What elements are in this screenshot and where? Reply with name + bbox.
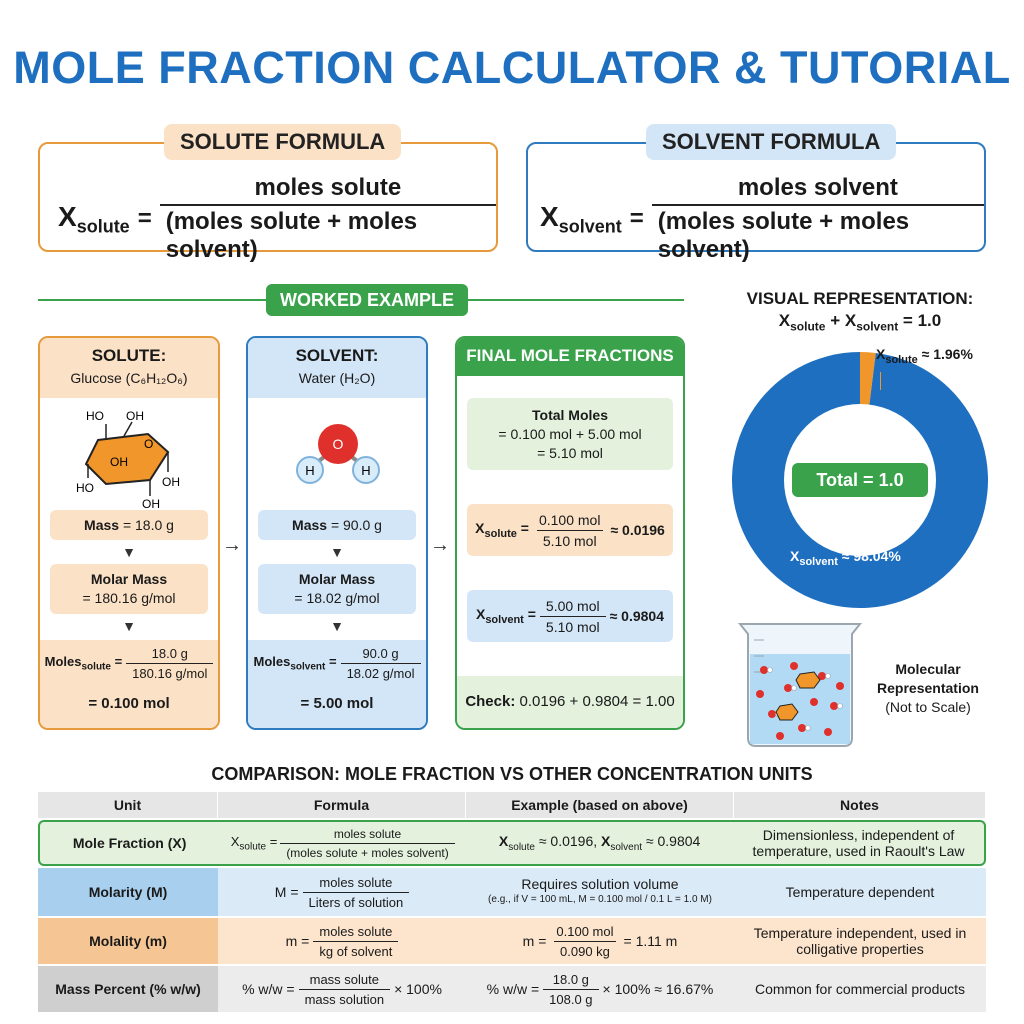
beaker-icon	[730, 610, 870, 750]
comparison-table	[38, 792, 986, 1012]
solvent-formula-label: SOLVENT FORMULA	[646, 124, 896, 160]
solvent-fraction: $\frac{\text{moles solvent}}{\text{(moles solute + moles solvent)}}$	[652, 174, 984, 264]
arrow-down-icon: ▼	[330, 544, 344, 560]
water-atom-label: H	[361, 463, 371, 478]
table-row-mole-fraction	[38, 820, 986, 866]
solute-symbol: $X_{solute}$	[58, 200, 130, 237]
glucose-atom-label: HO	[86, 409, 104, 423]
arrow-right-icon: →	[222, 534, 242, 556]
solvent-formula: $X_{solvent}$ = $\frac{\text{moles solvent}}{\text{(moles solute + moles solvent)}}$	[540, 174, 984, 264]
table-cell-notes: Temperature dependent	[785, 884, 935, 900]
solute-leader-line	[880, 372, 881, 390]
table-cell-formula: $X_{solute}$ = $\frac{\text{moles solute}}{\text{(moles solute + moles solvent)}}$	[219, 822, 466, 864]
donut-solvent-label: $X_{solvent} \approx 98.04\%$	[790, 548, 901, 568]
solvent-symbol: $X_{solvent}$	[540, 200, 622, 237]
table-cell-notes: Common for commercial products	[754, 981, 966, 997]
glucose-atom-label: O	[144, 437, 154, 451]
table-header-cell: Unit	[38, 792, 218, 818]
solvent-moles: Moles$_{solvent}$ = $\frac{90.0 g}{\text{18.02 g/mol}}$ = 5.00 mol	[248, 640, 426, 728]
table-row-molarity	[38, 868, 986, 916]
glucose-atom-label: OH	[126, 409, 144, 423]
glucose-atom-label: OH	[162, 475, 180, 489]
table-cell-notes: Temperature independent, used in colligative properties	[753, 925, 967, 957]
table-cell-example: m = $\frac{\text{0.100 mol}}{0.090 kg}$ = 1.11 m	[522, 923, 678, 959]
page-title: MOLE FRACTION CALCULATOR & TUTORIAL	[13, 42, 1011, 93]
table-cell-notes: Dimensionless, independent of temperature, used in Raoult's Law	[752, 827, 965, 859]
donut-center-label: Total = 1.0	[792, 463, 928, 497]
arrow-down-icon: ▼	[122, 618, 136, 634]
table-cell-example: % w/w = $\frac{18.0 g}{108.0 g}$ × 100% ≈ 16.67%	[486, 971, 714, 1007]
solute-formula-label: SOLUTE FORMULA	[164, 124, 401, 160]
comparison-table-title: COMPARISON: MOLE FRACTION VS OTHER CONCENTRATION UNITS	[211, 764, 813, 784]
glucose-atom-label: HO	[76, 481, 94, 495]
solvent-molar-mass: Molar Mass = 18.02 g/mol	[258, 564, 416, 614]
solvent-column	[246, 336, 428, 730]
table-header-row	[38, 792, 986, 818]
glucose-atom-label: OH	[110, 455, 128, 469]
arrow-down-icon: ▼	[122, 544, 136, 560]
table-header-cell: Formula	[218, 792, 466, 818]
solvent-moles-result: = 5.00 mol	[300, 695, 374, 712]
solute-mass: Mass = 18.0 g	[50, 510, 208, 540]
mole-fraction-donut	[730, 346, 990, 610]
table-row-mass-percent	[38, 966, 986, 1012]
table-header-cell: Notes	[734, 792, 986, 818]
solvent-column-header: SOLVENT: Water (H₂O)	[248, 338, 426, 398]
final-fractions-header: FINAL MOLE FRACTIONS	[457, 338, 683, 376]
arrow-down-icon: ▼	[330, 618, 344, 634]
donut-solute-label: $X_{solute} \approx 1.96\%$	[876, 346, 973, 366]
table-cell-formula: m = $\frac{\text{moles solute}}{\text{kg of solvent}}$	[218, 918, 466, 964]
table-cell-unit: Molality (m)	[38, 918, 218, 964]
molecular-representation-caption: Molecular Representation (Not to Scale)	[877, 661, 979, 715]
visual-representation-title: VISUAL REPRESENTATION: $X_{solute} + X_{solvent} = 1.0$	[746, 289, 974, 334]
total-moles: Total Moles = 0.100 mol + 5.00 mol = 5.10 mol	[467, 398, 673, 470]
table-cell-unit: Molarity (M)	[38, 868, 218, 916]
table-header-cell: Example (based on above)	[466, 792, 734, 818]
water-molecule-icon	[248, 410, 428, 510]
glucose-atom-label: OH	[142, 497, 160, 510]
table-cell-formula: % w/w = $\frac{\text{mass solute}}{\text{mass solution}}$ × 100%	[242, 971, 442, 1007]
water-atom-label: H	[305, 463, 315, 478]
water-atom-label: O	[332, 436, 344, 452]
solute-formula: $X_{solute}$ = $\frac{\text{moles solute}}{\text{(moles solute + moles solvent)}}$	[58, 174, 496, 264]
final-fractions-column	[455, 336, 685, 730]
table-cell-formula: M = $\frac{\text{moles solute}}{\text{Liters of solution}}$	[218, 868, 466, 916]
solute-moles: Moles$_{solute}$ = $\frac{18.0 g}{\text{180.16 g/mol}}$ = 0.100 mol	[40, 640, 218, 728]
x-solvent-result: $X_{solvent}$ = $\frac{\text{5.00 mol}}{\text{5.10 mol}}$ ≈ 0.9804	[467, 590, 673, 642]
worked-example-label: WORKED EXAMPLE	[266, 284, 468, 316]
solute-column-header: SOLUTE: Glucose (C₆H₁₂O₆)	[40, 338, 218, 398]
solvent-mass: Mass = 90.0 g	[258, 510, 416, 540]
table-cell-example: $X_{solute} \approx 0.0196$, $X_{solvent} \approx 0.9804$	[498, 833, 701, 853]
arrow-right-icon: →	[430, 534, 450, 556]
solute-molar-mass: Molar Mass = 180.16 g/mol	[50, 564, 208, 614]
table-row-molality	[38, 918, 986, 964]
table-cell-unit: Mole Fraction (X)	[72, 835, 187, 851]
x-solute-result: $X_{solute}$ = $\frac{\text{0.100 mol}}{\text{5.10 mol}}$ ≈ 0.0196	[467, 504, 673, 556]
solute-fraction: $\frac{\text{moles solute}}{\text{(moles solute + moles solvent)}}$	[160, 174, 496, 264]
table-cell-example: Requires solution volume (e.g., if V = 100 mL, M = 0.100 mol / 0.1 L = 1.0 M)	[488, 876, 712, 905]
glucose-molecule-icon	[40, 400, 220, 510]
solute-moles-result: = 0.100 mol	[88, 695, 170, 712]
table-cell-unit: Mass Percent (% w/w)	[38, 966, 218, 1012]
check-sum: Check: 0.0196 + 0.9804 = 1.00	[457, 676, 683, 728]
solute-column	[38, 336, 220, 730]
